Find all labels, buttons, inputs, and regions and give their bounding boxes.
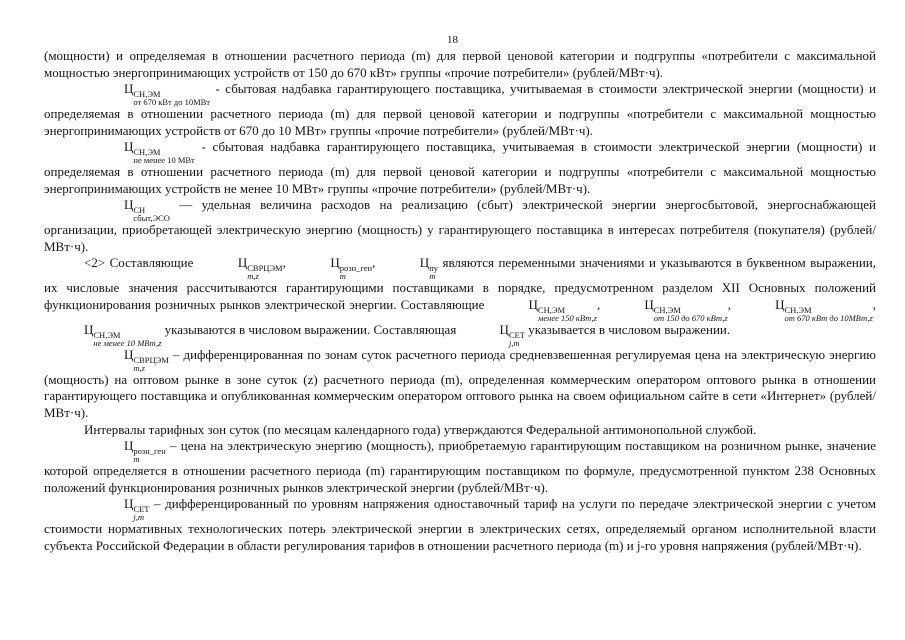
symbol-subscript: j,m (508, 337, 520, 348)
separator: , (596, 296, 605, 312)
formula-symbol (84, 139, 195, 164)
paragraph-2-text: - сбытовая надбавка гарантирующего поставщика, учитываемая в стоимости электрической энергии (мощности) и определяемая в отношении расчетного периода (m) для первой ценовой категории и подгруппы «потребители с максимальной мощностью энергопринимающих устройств от 670 до 10 МВт» группы «прочие потребители» (рублей/МВт·ч). (44, 81, 876, 138)
paragraph-9-text: – дифференцированный по уровням напряжения одноставочный тариф на услуги по передаче электрической энергии с учетом стоимости нормативных технологических потерь электрической энергии в электрических сетях, определяемый органом исполнительной власти субъекта Российской Федерации в области регулирования тарифов в отношении расчетного периода (m) и j-го уровня напряжения (рублей/МВт·ч). (44, 496, 876, 553)
symbol-superscript: розн_ген (133, 446, 166, 457)
symbol-base: Ц (644, 296, 654, 312)
symbol-superscript: СН,ЭМ (133, 89, 161, 100)
paragraph-6-text: – дифференцированная по зонам суток расчетного периода средневзвешенная регулируемая цена на электрическую энергию (мощность) на оптовом рынке в зоне суток (z) расчетного периода (m), определенная коммерческим оператором оптового рынка в отношении гарантирующего поставщика и опубликованная коммерческим оператором оптового рынка на своем официальном сайте в сети «Интернет» (рублей/МВт·ч). (44, 346, 876, 421)
paragraph-8 (44, 438, 876, 496)
symbol-subscript: от 670 кВт до 10МВт,z (784, 312, 873, 323)
symbol-indices (133, 356, 168, 372)
symbol-subscript: не менее 10 МВт (133, 155, 195, 166)
paragraph-5 (44, 255, 876, 347)
paragraph-4 (44, 197, 876, 255)
formula-symbol (290, 255, 372, 280)
separator: , (372, 255, 380, 271)
formula-symbol (84, 197, 170, 222)
symbol-superscript: СН,ЭМ (653, 304, 681, 315)
symbol-subscript: не менее 10 МВт,z (93, 337, 162, 348)
symbol-indices (133, 148, 194, 164)
symbol-base: Ц (84, 321, 94, 337)
paragraph-5-text: являются переменными значениями и указываются в буквенном выражении, их числовые значения рассчитываются гарантирующими поставщиками в порядке, предусмотренном разделом XII Основных положений функционирования розничных рынков электрической энергии. Составляющие (44, 255, 877, 312)
paragraph-2 (44, 81, 876, 139)
symbol-superscript: СВРЦЭМ (133, 354, 169, 365)
symbol-superscript: СН,ЭМ (133, 147, 161, 158)
symbol-superscript: СЕТ (508, 329, 525, 340)
formula-symbol (380, 255, 438, 280)
symbol-indices (247, 264, 282, 280)
symbol-base: Ц (775, 296, 785, 312)
formula-symbol (735, 297, 873, 322)
symbol-base: Ц (499, 321, 509, 337)
symbol-subscript: от 670 кВт до 10МВт (133, 97, 211, 108)
symbol-subscript: j,m (133, 512, 145, 523)
paragraph-1: (мощности) и определяемая в отношении расчетного периода (m) для первой ценовой категории и подгруппы «потребители с максимальной мощностью энергопринимающих устройств от 150 до 670 кВт» группы «прочие потребители» (рублей/МВт·ч). (44, 48, 876, 80)
paragraph-5-text: указываются в числовом выражении. Составляющая (161, 321, 460, 337)
symbol-indices (785, 306, 873, 322)
symbol-superscript: СН,ЭМ (537, 304, 566, 315)
symbol-superscript: СВРЦЭМ (247, 263, 283, 274)
symbol-subscript: m (133, 454, 140, 465)
symbol-indices (538, 306, 597, 322)
symbol-superscript: розн_ген (339, 263, 373, 274)
footnote-lead: <2> Составляющие (84, 255, 198, 271)
symbol-indices (509, 331, 525, 347)
formula-symbol (84, 347, 169, 372)
separator: , (872, 296, 877, 312)
formula-symbol (604, 297, 727, 322)
symbol-subscript: m,z (247, 271, 259, 282)
symbol-indices (133, 505, 149, 521)
formula-symbol (460, 322, 525, 347)
symbol-base: Ц (124, 81, 134, 97)
formula-symbol (84, 496, 149, 521)
symbol-base: Ц (237, 255, 248, 271)
symbol-indices (340, 264, 372, 280)
paragraph-9 (44, 496, 876, 554)
symbol-base: Ц (124, 346, 134, 362)
formula-symbol (198, 255, 283, 280)
formula-symbol (44, 322, 161, 347)
symbol-indices (429, 264, 438, 280)
formula-symbol (84, 438, 166, 463)
symbol-indices (133, 447, 165, 463)
symbol-indices (133, 90, 210, 106)
formula-symbol (84, 81, 210, 106)
symbol-base: Ц (124, 139, 134, 155)
symbol-superscript: СН,ЭМ (784, 304, 812, 315)
symbol-base: Ц (419, 255, 430, 271)
separator: , (727, 296, 736, 312)
paragraph-3-text: - сбытовая надбавка гарантирующего поставщика, учитываемая в стоимости электрической энергии (мощности) и определяемая в отношении расчетного периода (m) для первой ценовой категории и подгруппы «потребители с максимальной мощностью энергопринимающих устройств не менее 10 МВт» группы «прочие потребители» (рублей/МВт·ч). (44, 139, 876, 196)
separator: , (282, 255, 291, 271)
symbol-base: Ц (124, 197, 134, 213)
paragraph-8-text: – цена на электрическую энергию (мощность), приобретаемую гарантирующим поставщиком на розничном рынке, значение которой определяется в отношении расчетного периода (m) гарантирующим поставщиком по формуле, предусмотренной пунктом 238 Основных положений функционирования розничных рынков электрической энергии (рублей/МВт·ч). (44, 438, 876, 495)
paragraph-5-text: указывается в числовом выражении. (525, 321, 731, 337)
symbol-indices (654, 306, 728, 322)
symbol-subscript: от 150 до 670 кВт,z (653, 312, 728, 323)
symbol-base: Ц (330, 255, 340, 271)
symbol-superscript: пу (429, 263, 438, 274)
formula-symbol (489, 297, 597, 322)
paragraph-6 (44, 347, 876, 422)
symbol-subscript: m (429, 271, 436, 282)
symbol-subscript: сбыт,ЭСО (133, 213, 170, 224)
symbol-subscript: m (339, 271, 346, 282)
page-number: 18 (447, 34, 458, 46)
document-body (44, 48, 876, 554)
paragraph-4-text: — удельная величина расходов на реализацию (сбыт) электрической энергии энергосбытовой, энергоснабжающей организации, приобретающей электрическую энергию (мощность) у гарантирующего поставщика в интересах потребителя (покупателя) (рублей/МВт·ч). (44, 197, 876, 254)
symbol-base: Ц (124, 496, 134, 512)
symbol-superscript: СН (133, 205, 146, 216)
symbol-base: Ц (528, 296, 538, 312)
symbol-subscript: менее 150 кВт,z (537, 312, 597, 323)
symbol-indices (133, 206, 170, 222)
paragraph-7: Интервалы тарифных зон суток (по месяцам календарного года) утверждаются Федеральной антимонопольной службой. (84, 421, 757, 437)
symbol-base: Ц (124, 438, 134, 454)
symbol-indices (93, 331, 161, 347)
symbol-subscript: m,z (133, 362, 145, 373)
paragraph-3 (44, 139, 876, 197)
symbol-superscript: СН,ЭМ (93, 329, 121, 340)
symbol-superscript: СЕТ (133, 504, 150, 515)
